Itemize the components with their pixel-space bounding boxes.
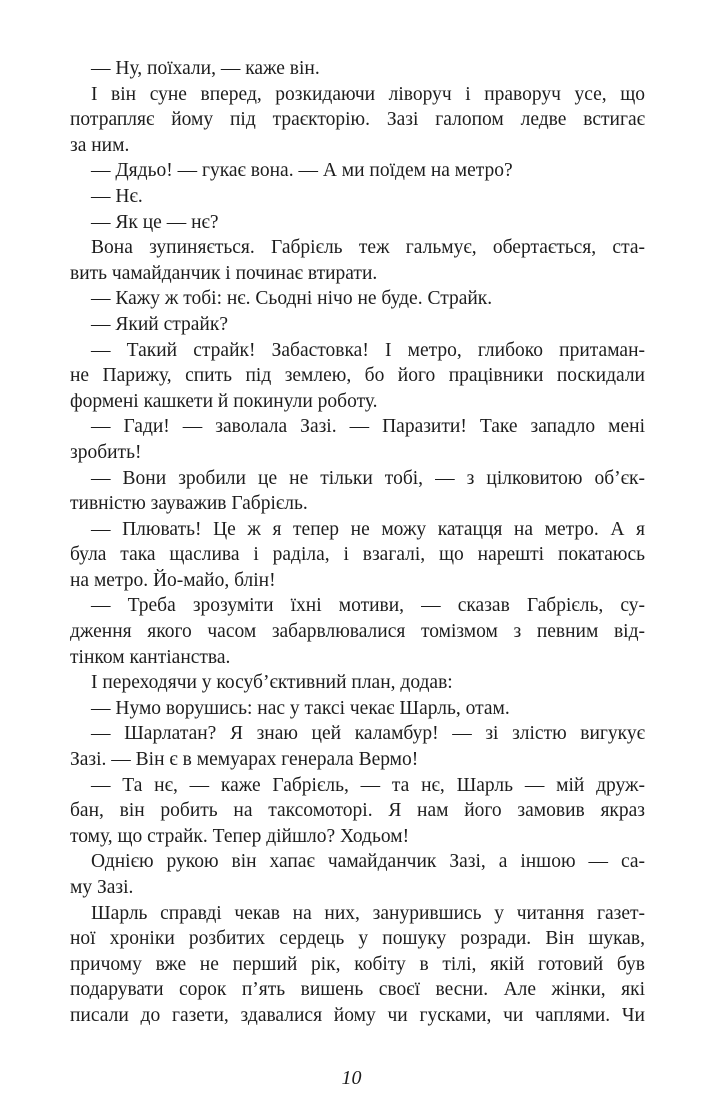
text-line: му Зазі. bbox=[70, 877, 134, 898]
text-line: — Нумо ворушись: нас у таксі чекає Шарль, отам. bbox=[91, 697, 510, 719]
text-line: причому вже не перший рік, кобіту в тілі, якій готовий був bbox=[70, 953, 645, 975]
text-line: — Який страйк? bbox=[91, 313, 228, 335]
text-line: не Парижу, спить під землею, бо його працівники поскидали bbox=[70, 365, 645, 387]
text-line: — Треба зрозуміти їхні мотиви, — сказав Габрієль, су- bbox=[91, 595, 645, 617]
text-line: потрапляє йому під траєкторію. Зазі галопом ледве встигає bbox=[70, 109, 645, 131]
text-line: тому, що страйк. Тепер дійшло? Ходьом! bbox=[70, 825, 410, 847]
text-line: — Вони зробили це не тільки тобі, — з цілковитою об’єк- bbox=[91, 467, 645, 489]
text-line: Вона зупиняється. Габрієль теж гальмує, обертається, ста- bbox=[91, 237, 645, 259]
text-line: — Плювать! Це ж я тепер не можу катацця на метро. А я bbox=[91, 518, 645, 540]
text-line: — Ну, поїхали, — каже він. bbox=[91, 58, 320, 79]
text-line: на метро. Йо-майо, блін! bbox=[70, 569, 276, 591]
text-line: — Гади! — заволала Зазі. — Паразити! Таке западло мені bbox=[91, 416, 645, 438]
text-line: — Шарлатан? Я знаю цей каламбур! — зі злістю вигукує bbox=[91, 723, 645, 745]
page-number: 10 bbox=[341, 1067, 362, 1089]
text-line: була така щаслива і раділа, і взагалі, що нарешті покатаюсь bbox=[70, 544, 645, 566]
text-line: — Нє. bbox=[91, 185, 143, 207]
page-text bbox=[70, 56, 645, 1029]
text-line: формені кашкети й покинули роботу. bbox=[70, 390, 378, 412]
text-line: І він суне вперед, розкидаючи ліворуч і праворуч усе, що bbox=[91, 83, 645, 105]
text-line: ної хроніки розбитих сердець у пошуку розради. Він шукав, bbox=[70, 928, 645, 950]
text-line: подарувати сорок п’ять вишень своєї весни. Але жінки, які bbox=[70, 979, 645, 1001]
text-line: тивністю зауважив Габрієль. bbox=[70, 493, 308, 515]
text-line: — Як це — нє? bbox=[91, 211, 219, 233]
text-line: Однією рукою він хапає чамайданчик Зазі, а іншою — са- bbox=[91, 851, 645, 873]
text-line: тінком кантіанства. bbox=[70, 646, 231, 668]
text-line: — Та нє, — каже Габрієль, — та нє, Шарль — мій друж- bbox=[91, 774, 645, 796]
text-line: І переходячи у косуб’єктивний план, додав: bbox=[91, 672, 453, 694]
text-line: зробить! bbox=[70, 441, 142, 463]
text-line: дження якого часом забарвлювалися томізмом з певним від- bbox=[70, 621, 645, 643]
text-line: писали до газети, здавалися йому чи гусками, чи чаплями. Чи bbox=[70, 1004, 645, 1026]
text-line: — Кажу ж тобі: нє. Сьодні нічо не буде. Страйк. bbox=[91, 288, 493, 310]
text-line: — Такий страйк! Забастовка! І метро, глибоко притаман- bbox=[91, 339, 645, 361]
text-line: — Дядьо! — гукає вона. — А ми поїдем на метро? bbox=[91, 160, 513, 182]
text-line: Зазі. — Він є в мемуарах генерала Вермо! bbox=[70, 749, 419, 771]
text-line: за ним. bbox=[70, 134, 130, 156]
text-line: бан, він робить на таксомоторі. Я нам його замовив якраз bbox=[70, 800, 645, 822]
text-line: вить чамайданчик і починає втирати. bbox=[70, 262, 378, 284]
text-line: Шарль справді чекав на них, занурившись у читання газет- bbox=[91, 902, 645, 924]
